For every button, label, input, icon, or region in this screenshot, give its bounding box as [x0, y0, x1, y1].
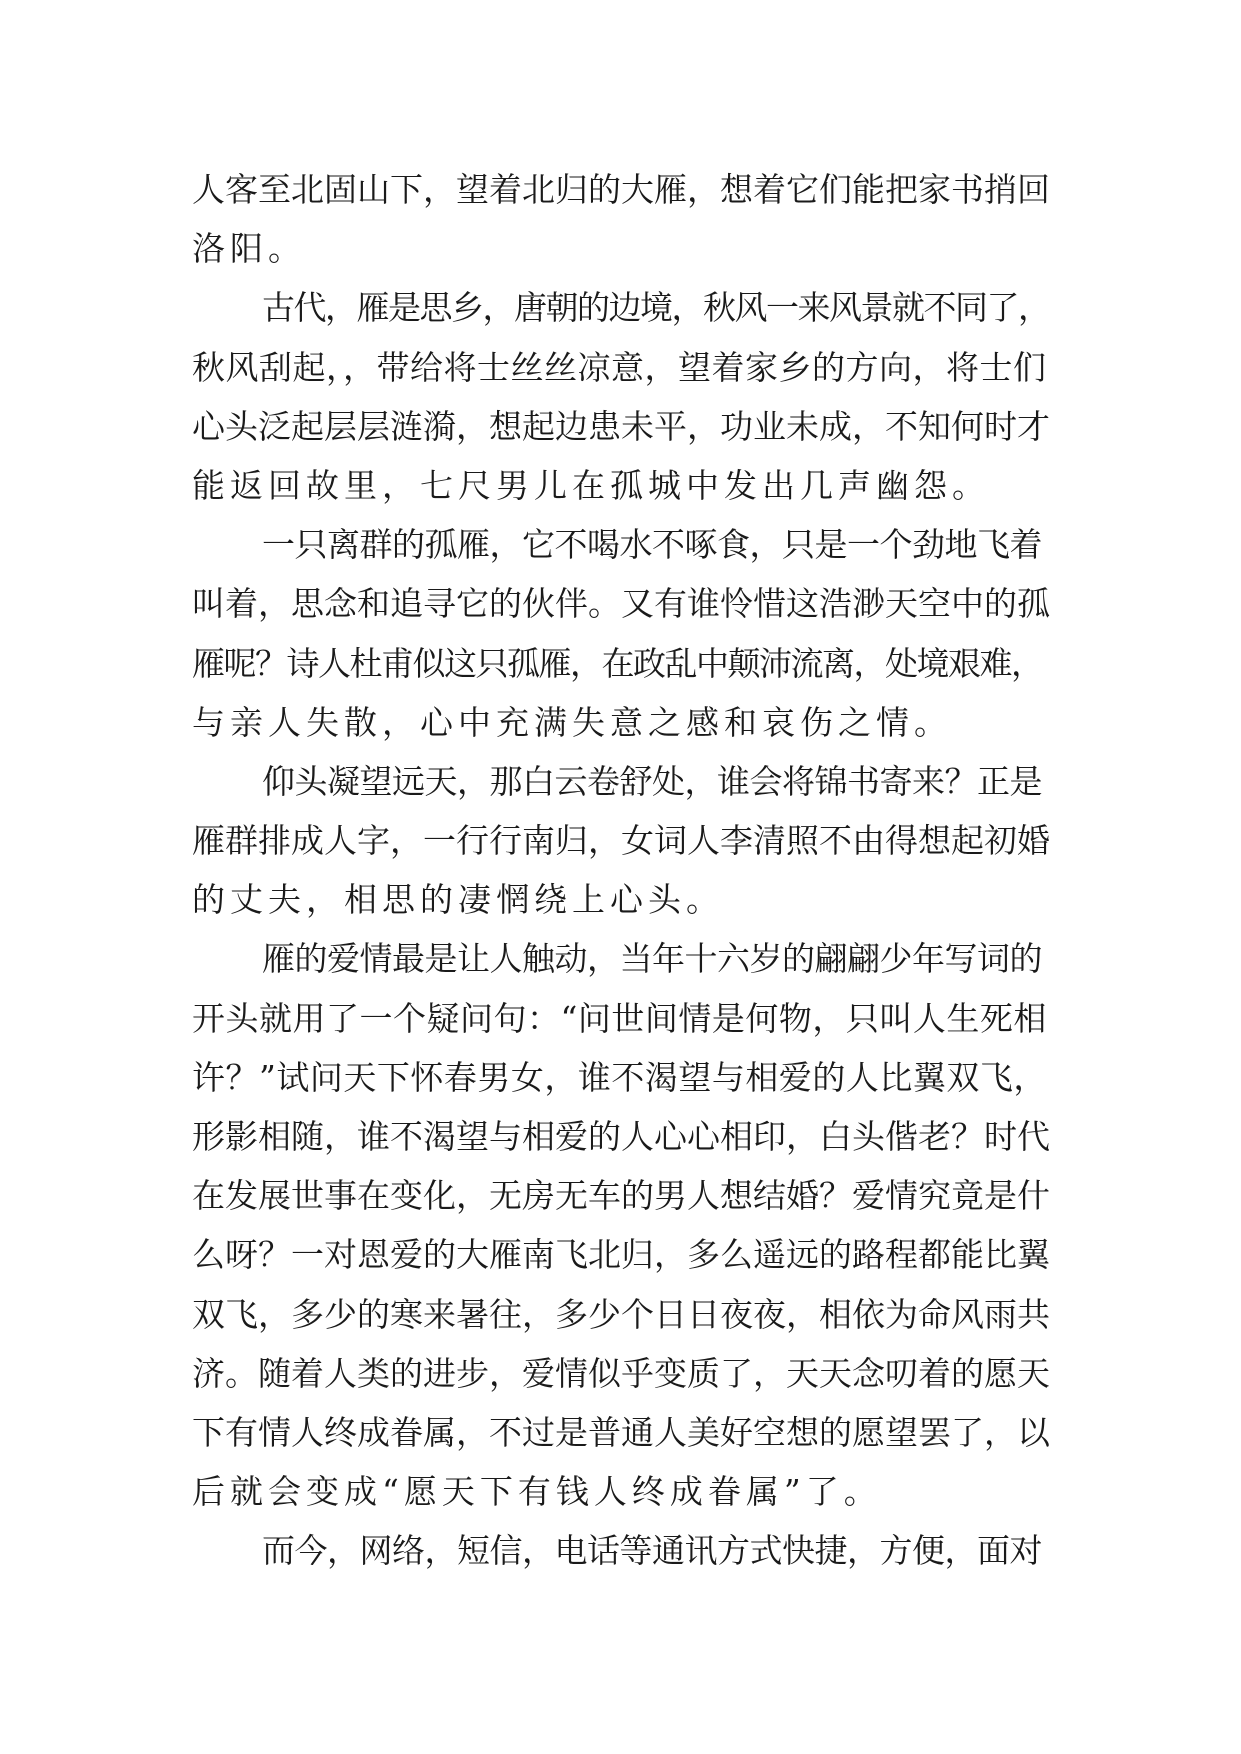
text-line: 秋风刮起，，带给将士丝丝凉意，望着家乡的方向，将士们 [192, 347, 1047, 387]
text-line: 能返回故里，七尺男儿在孤城中发出几声幽怨。 [192, 465, 990, 505]
text-line: 在发展世事在变化，无房无车的男人想结婚？爱情究竟是什 [192, 1176, 1050, 1216]
text-line: 么呀？一对恩爱的大雁南飞北归，多么遥远的路程都能比翼 [192, 1235, 1050, 1275]
text-line: 下有情人终成眷属，不过是普通人美好空想的愿望罢了，以 [192, 1412, 1050, 1452]
paragraph-start-line: 雁的爱情最是让人触动，当年十六岁的翩翩少年写词的 [262, 939, 1042, 979]
text-line: 后就会变成“愿天下有钱人终成眷属”了。 [192, 1472, 882, 1512]
text-line: 双飞，多少的寒来暑往，多少个日日夜夜，相依为命风雨共 [192, 1294, 1050, 1334]
text-line: 叫着，思念和追寻它的伙伴。又有谁怜惜这浩渺天空中的孤 [192, 584, 1050, 624]
body-text [192, 160, 1052, 1581]
paragraph-start-line: 而今，网络，短信，电话等通讯方式快捷，方便，面对 [262, 1531, 1042, 1571]
text-line: 与亲人失散，心中充满失意之感和哀伤之情。 [192, 702, 952, 742]
paragraph-start-line: 一只离群的孤雁，它不喝水不啄食，只是一个劲地飞着 [262, 525, 1042, 565]
text-line: 洛阳。 [192, 229, 306, 269]
text-line: 形影相随，谁不渴望与相爱的人心心相印，白头偕老？时代 [192, 1117, 1050, 1156]
paragraph-start-line: 古代，雁是思乡，唐朝的边境，秋风一来风景就不同了， [262, 288, 1050, 328]
text-line: 人客至北固山下，望着北归的大雁，想着它们能把家书捎回 [192, 170, 1050, 209]
text-line: 雁呢？诗人杜甫似这只孤雁，在政乱中颠沛流离，处境艰难， [192, 643, 1043, 683]
text-line: 心头泛起层层涟漪，想起边患未平，功业未成，不知何时才 [192, 406, 1050, 446]
text-line: 的丈夫，相思的凄惘绕上心头。 [192, 880, 724, 920]
paragraph-start-line: 仰头凝望远天，那白云卷舒处，谁会将锦书寄来？正是 [262, 761, 1042, 801]
text-line: 开头就用了一个疑问句：“问世间情是何物，只叫人生死相 [192, 998, 1047, 1038]
text-line: 雁群排成人字，一行行南归，女词人李清照不由得想起初婚 [192, 821, 1050, 861]
text-line: 许？”试问天下怀春男女，谁不渴望与相爱的人比翼双飞， [192, 1057, 1047, 1097]
text-line: 济。随着人类的进步，爱情似乎变质了，天天念叨着的愿天 [192, 1353, 1050, 1393]
